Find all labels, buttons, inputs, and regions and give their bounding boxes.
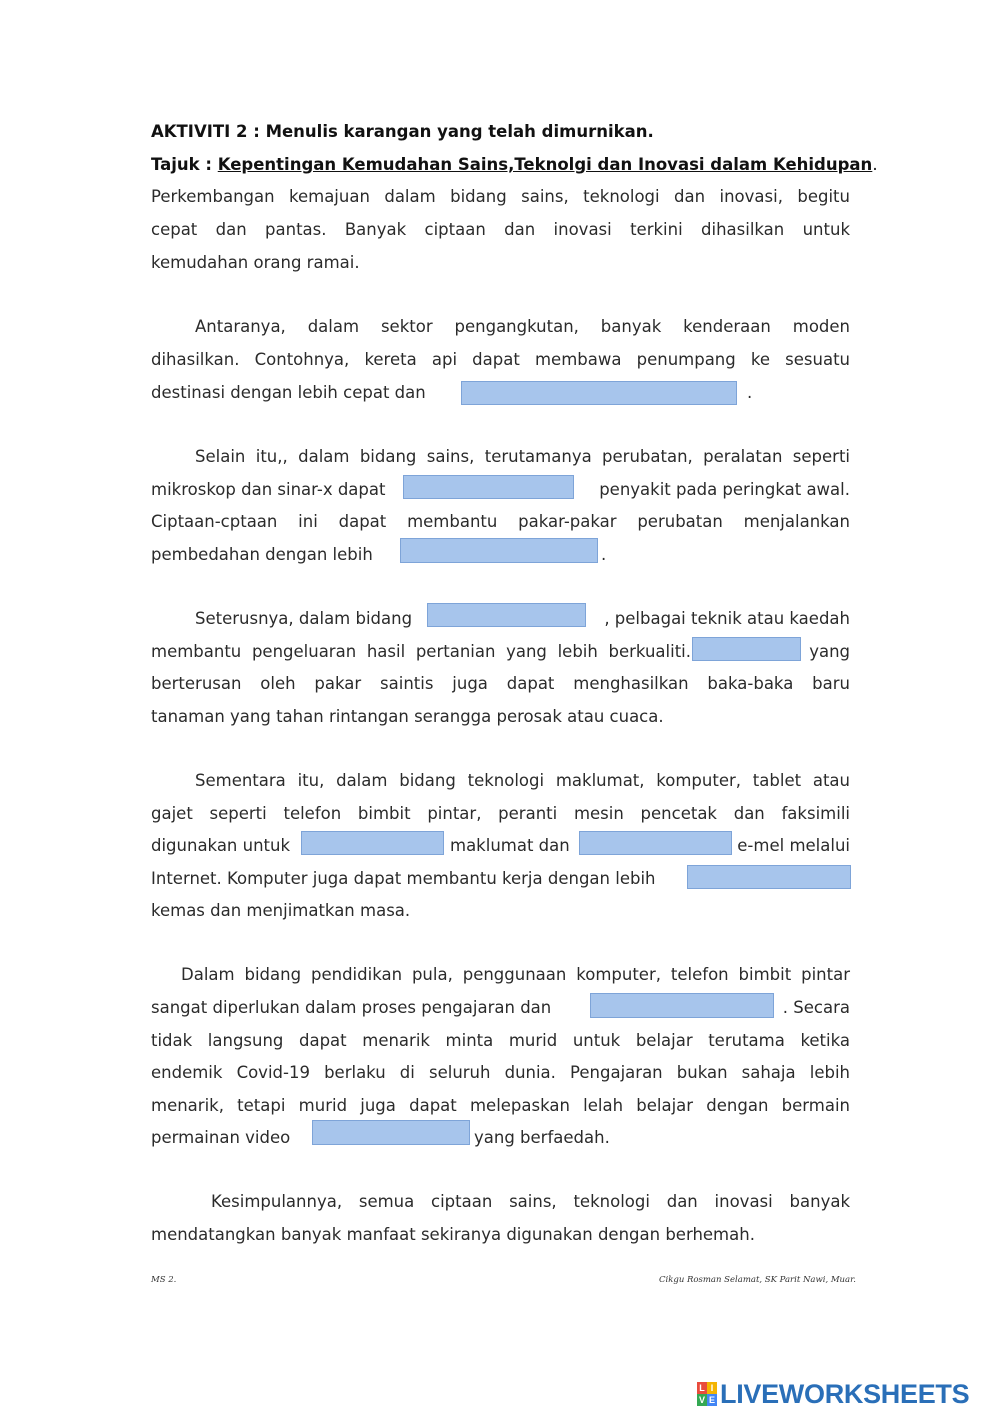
p2-line-3: Ciptaan-cptaan ini dapat membantu pakar-pakar perubatan menjalankan — [151, 512, 850, 531]
p3-line-1a: Seterusnya, dalam bidang — [195, 609, 413, 628]
answer-box-7[interactable] — [579, 831, 732, 855]
activity-heading: AKTIVITI 2 : Menulis karangan yang telah dimurnikan. — [151, 122, 654, 141]
p3-line-2a: membantu pengeluaran hasil pertanian yang lebih berkualiti. — [151, 642, 691, 661]
p5-line-3: tidak langsung dapat menarik minta murid untuk belajar terutama ketika — [151, 1031, 850, 1050]
conclusion-line-2: mendatangkan banyak manfaat sekiranya digunakan dengan berhemah. — [151, 1225, 755, 1244]
p1-line-2: dihasilkan. Contohnya, kereta api dapat membawa penumpang ke sesuatu — [151, 350, 850, 369]
p2-line-2b: penyakit pada peringkat awal. — [599, 480, 850, 499]
p5-line-2a: sangat diperlukan dalam proses pengajaran dan — [151, 998, 552, 1017]
p5-line-5: menarik, tetapi murid juga dapat melepaskan lelah belajar dengan bermain — [151, 1096, 850, 1115]
p1-line-3b: . — [747, 383, 753, 402]
p5-line-2b: . Secara — [782, 998, 850, 1017]
conclusion-line-1: Kesimpulannya, semua ciptaan sains, teknologi dan inovasi banyak — [211, 1192, 850, 1211]
p1-line-3a: destinasi dengan lebih cepat dan — [151, 383, 426, 402]
liveworksheets-logo — [697, 1379, 969, 1409]
p5-line-4: endemik Covid-19 berlaku di seluruh dunia. Pengajaran bukan sahaja lebih — [151, 1063, 850, 1082]
answer-box-5[interactable] — [692, 637, 801, 661]
answer-box-2[interactable] — [403, 475, 574, 499]
intro-line-3: kemudahan orang ramai. — [151, 253, 360, 272]
p2-line-2a: mikroskop dan sinar-x dapat — [151, 480, 386, 499]
title-line — [151, 153, 878, 177]
p3-line-1b: , pelbagai teknik atau kaedah — [604, 609, 850, 628]
title-suffix: . — [872, 155, 878, 174]
answer-box-1[interactable] — [461, 381, 737, 405]
logo-letter-v: V — [698, 1395, 705, 1405]
p3-line-2b: yang — [809, 642, 850, 661]
p5-line-6a: permainan video — [151, 1128, 291, 1147]
p5-line-6b: yang berfaedah. — [474, 1128, 610, 1147]
logo-letter-i: I — [707, 1382, 717, 1394]
liveworksheets-icon — [697, 1382, 717, 1406]
p4-line-3b: maklumat dan — [450, 836, 570, 855]
logo-letter-l: L — [697, 1382, 707, 1394]
p3-line-4: tanaman yang tahan rintangan serangga perosak atau cuaca. — [151, 707, 664, 726]
p4-line-1: Sementara itu, dalam bidang teknologi maklumat, komputer, tablet atau — [195, 771, 850, 790]
p1-line-1: Antaranya, dalam sektor pengangkutan, banyak kenderaan moden — [195, 317, 850, 336]
p2-line-4a: pembedahan dengan lebih — [151, 545, 373, 564]
answer-box-8[interactable] — [687, 865, 851, 889]
answer-box-6[interactable] — [301, 831, 444, 855]
p4-line-4: Internet. Komputer juga dapat membantu kerja dengan lebih — [151, 869, 656, 888]
intro-line-2: cepat dan pantas. Banyak ciptaan dan inovasi terkini dihasilkan untuk — [151, 220, 850, 239]
title-text: Kepentingan Kemudahan Sains,Teknolgi dan Inovasi dalam Kehidupan — [217, 155, 873, 174]
answer-box-9[interactable] — [590, 993, 774, 1018]
p4-line-5: kemas dan menjimatkan masa. — [151, 901, 411, 920]
p4-line-3a: digunakan untuk — [151, 836, 291, 855]
author-credit: Cikgu Rosman Selamat, SK Parit Nawi, Muar. — [659, 1275, 856, 1285]
liveworksheets-wordmark: LIVEWORKSHEETS — [720, 1378, 970, 1409]
answer-box-10[interactable] — [312, 1120, 470, 1145]
answer-box-3[interactable] — [400, 538, 598, 563]
p4-line-3c: e-mel melalui — [737, 836, 850, 855]
logo-letter-e: E — [708, 1395, 715, 1405]
answer-box-4[interactable] — [427, 603, 586, 627]
title-prefix: Tajuk : — [151, 155, 218, 174]
p2-line-4b: . — [601, 545, 607, 564]
p2-line-1: Selain itu,, dalam bidang sains, terutamanya perubatan, peralatan seperti — [195, 447, 850, 466]
p5-line-1: Dalam bidang pendidikan pula, penggunaan komputer, telefon bimbit pintar — [181, 965, 850, 984]
p4-line-2: gajet seperti telefon bimbit pintar, peranti mesin pencetak dan faksimili — [151, 804, 850, 823]
page-number: MS 2. — [151, 1275, 177, 1285]
intro-line-1: Perkembangan kemajuan dalam bidang sains, teknologi dan inovasi, begitu — [151, 187, 850, 206]
p3-line-3: berterusan oleh pakar saintis juga dapat menghasilkan baka-baka baru — [151, 674, 850, 693]
